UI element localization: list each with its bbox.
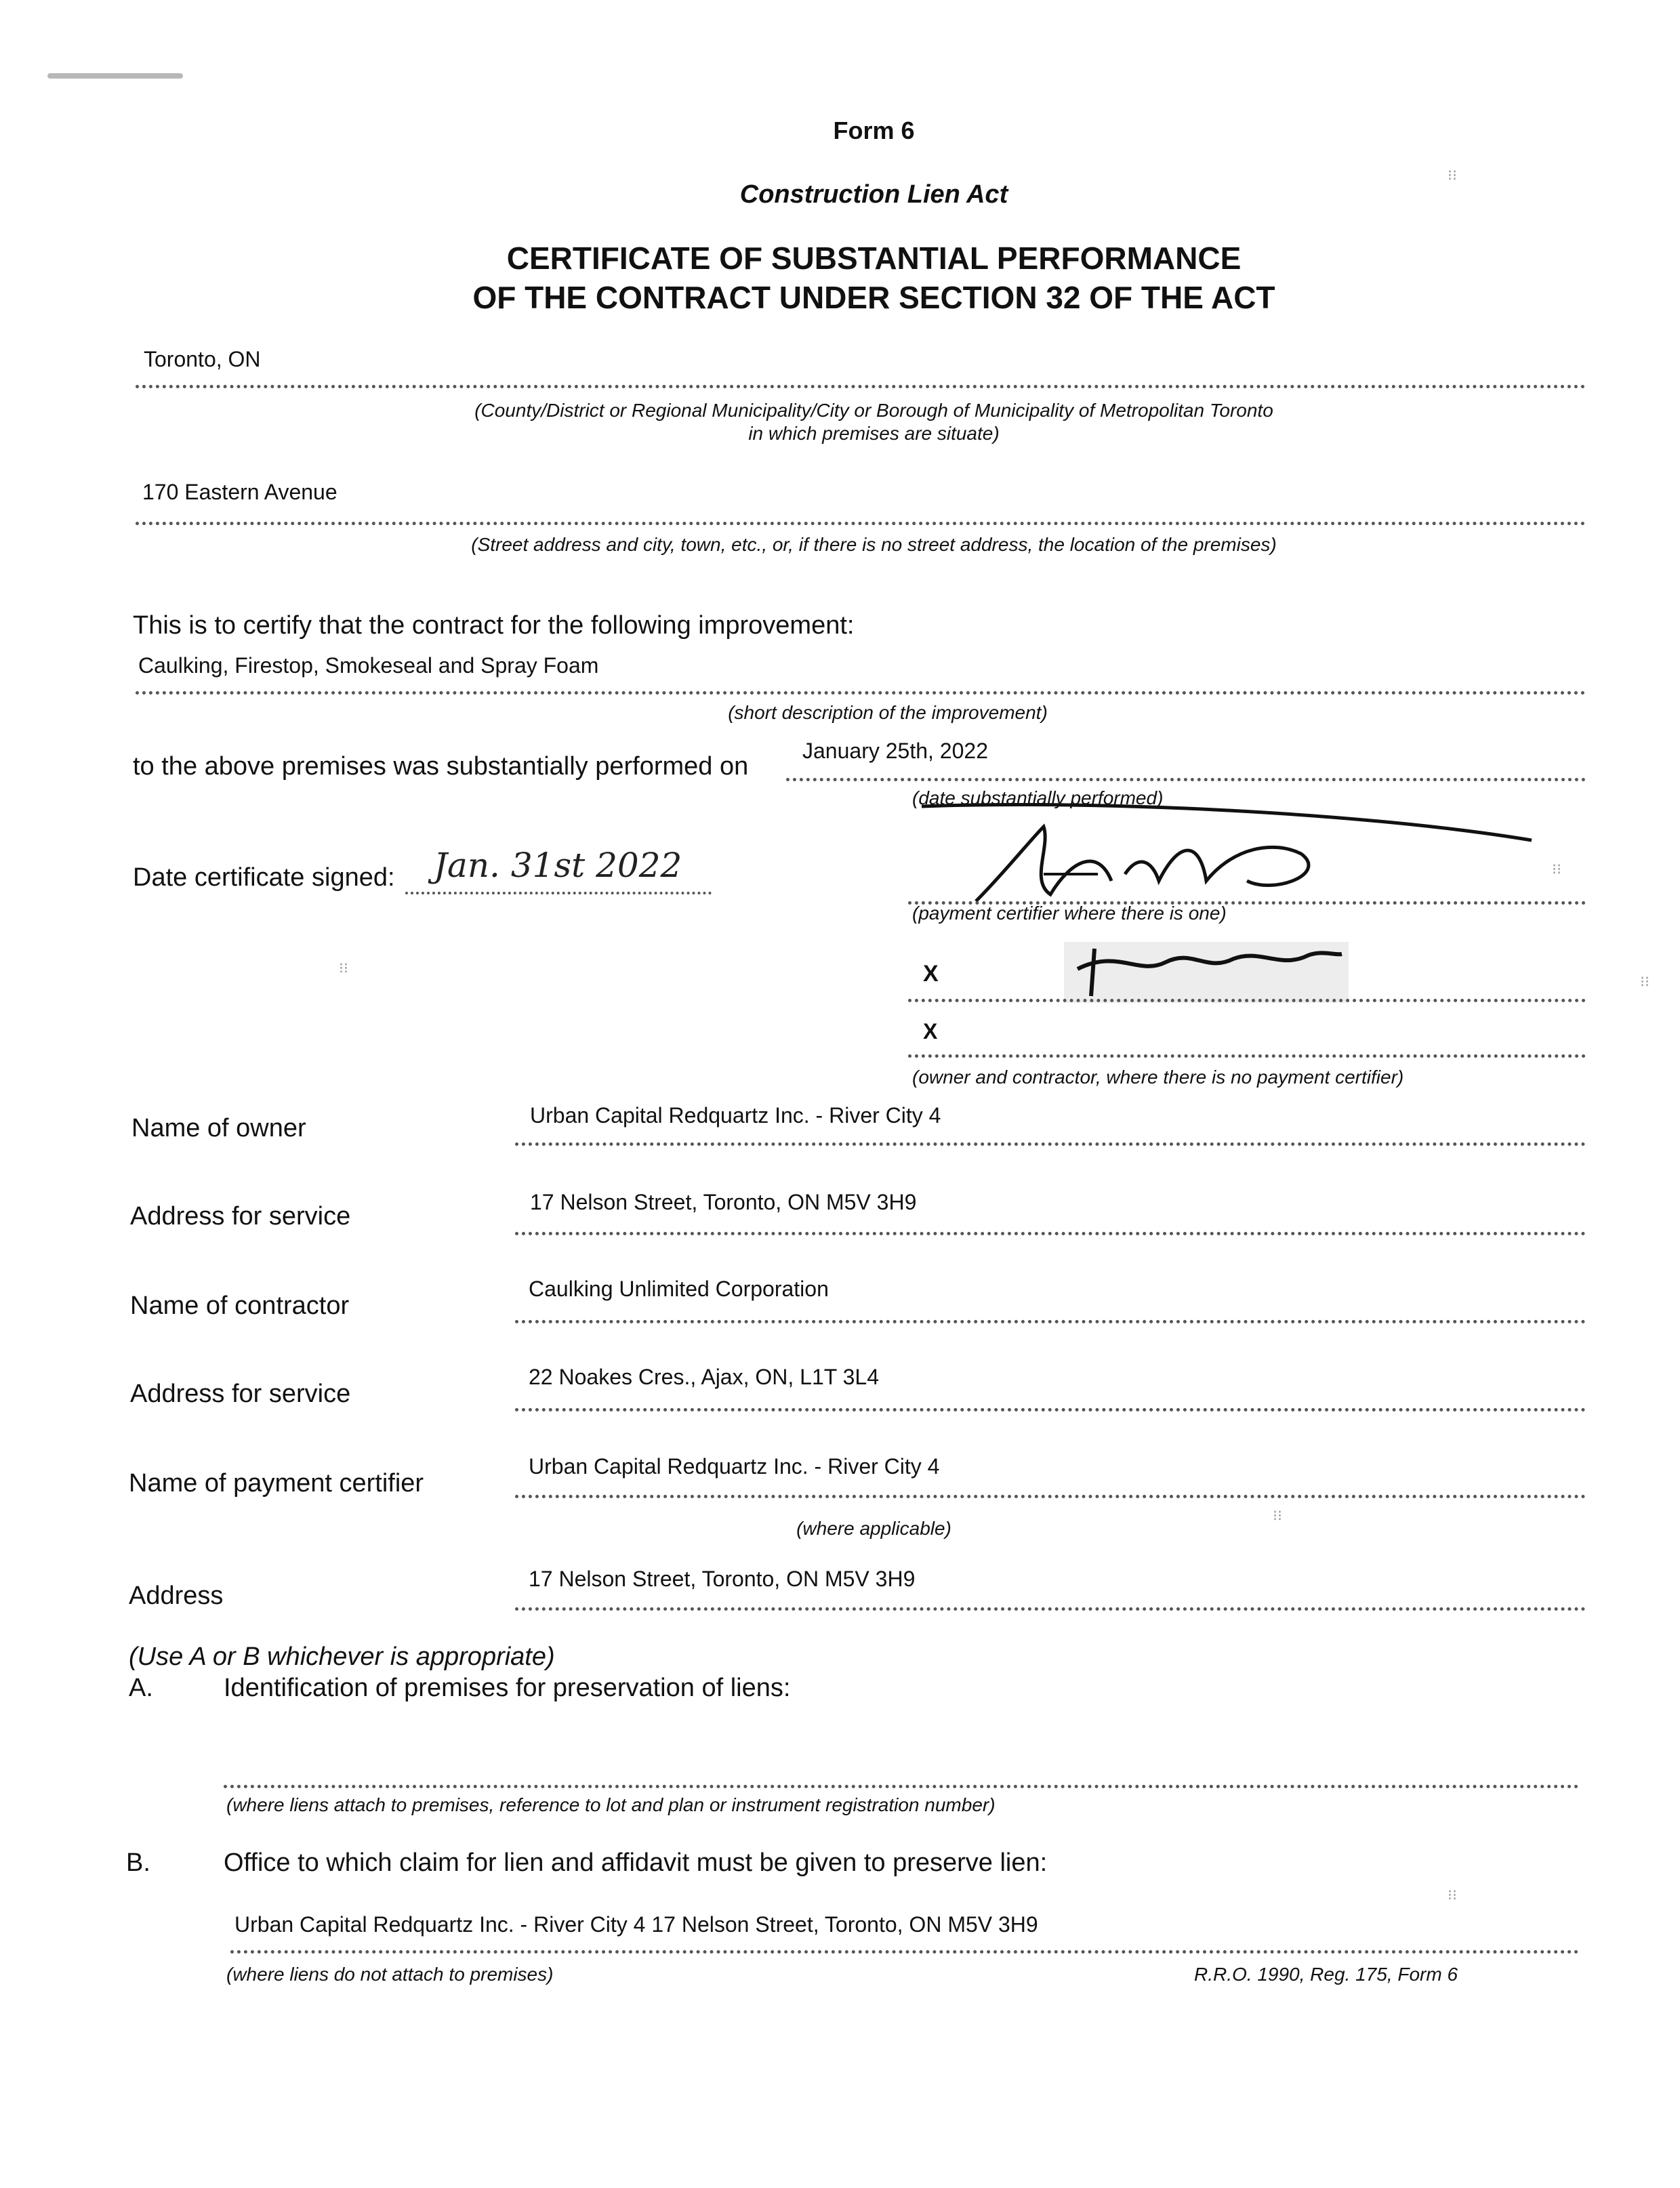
- date-signed-label: Date certificate signed:: [133, 863, 395, 892]
- payment-certifier-caption: (payment certifier where there is one): [912, 903, 1227, 924]
- municipality-caption-2: in which premises are situate): [748, 423, 1000, 444]
- owner-signature: [1064, 942, 1349, 1003]
- option-b-value: Urban Capital Redquartz Inc. - River City 4 17 Nelson Street, Toronto, ON M5V 3H9: [234, 1912, 1038, 1937]
- improvement-value: Caulking, Firestop, Smokeseal and Spray Foam: [138, 653, 599, 678]
- municipality-line: [136, 385, 1586, 388]
- contractor-signature-line: [908, 1054, 1586, 1058]
- signature-x-2: X: [923, 1019, 938, 1044]
- municipality-value: Toronto, ON: [144, 347, 261, 371]
- scan-mark: [47, 73, 183, 79]
- payment-certifier-address-line: [515, 1607, 1586, 1611]
- contractor-name-line: [515, 1320, 1586, 1323]
- scan-speck: ⁝⁝: [339, 959, 348, 976]
- payment-certifier-address-value: 17 Nelson Street, Toronto, ON M5V 3H9: [529, 1567, 916, 1591]
- option-b-caption: (where liens do not attach to premises): [226, 1964, 554, 1985]
- owner-address-value: 17 Nelson Street, Toronto, ON M5V 3H9: [530, 1190, 917, 1214]
- signature-x-1: X: [923, 961, 939, 987]
- date-signed-handwritten: Jan. 31st 2022: [434, 846, 682, 885]
- option-a-letter: A.: [129, 1674, 153, 1702]
- owner-signature-line: [908, 999, 1586, 1002]
- owner-address-label: Address for service: [130, 1202, 351, 1231]
- scan-speck: ⁝⁝: [1448, 1886, 1457, 1903]
- municipality-caption-1: (County/District or Regional Municipality/City or Borough of Municipality of Metropolitan Toronto: [474, 400, 1273, 421]
- owner-address-line: [515, 1232, 1586, 1235]
- option-b-letter: B.: [126, 1849, 150, 1877]
- payment-certifier-signature: [895, 800, 1572, 908]
- payment-certifier-name-line: [515, 1495, 1586, 1498]
- owner-name-line: [515, 1142, 1586, 1146]
- owner-contractor-caption: (owner and contractor, where there is no payment certifier): [912, 1067, 1404, 1088]
- owner-name-value: Urban Capital Redquartz Inc. - River City 4: [530, 1103, 941, 1128]
- scan-speck: ⁝⁝: [1273, 1507, 1282, 1524]
- option-a-caption: (where liens attach to premises, reference to lot and plan or instrument registration number): [226, 1794, 996, 1815]
- page-title-line2: OF THE CONTRACT UNDER SECTION 32 OF THE ACT: [472, 280, 1275, 315]
- act-name: Construction Lien Act: [739, 180, 1008, 209]
- option-b-line: [230, 1950, 1579, 1954]
- premises-caption: (Street address and city, town, etc., or, if there is no street address, the location of the premises): [471, 534, 1277, 555]
- page-title-line1: CERTIFICATE OF SUBSTANTIAL PERFORMANCE: [506, 241, 1242, 276]
- scan-speck: ⁝⁝: [1640, 973, 1650, 990]
- performed-caption: (date substantially performed): [912, 787, 1164, 808]
- option-a-line: [224, 1785, 1579, 1788]
- premises-line: [136, 522, 1586, 525]
- performed-text: to the above premises was substantially performed on: [133, 752, 749, 781]
- option-b-text: Office to which claim for lien and affidavit must be given to preserve lien:: [224, 1849, 1048, 1877]
- performed-line: [786, 778, 1586, 781]
- scan-speck: ⁝⁝: [1448, 167, 1457, 184]
- regulation-reference: R.R.O. 1990, Reg. 175, Form 6: [1194, 1964, 1458, 1985]
- option-a-text: Identification of premises for preservation of liens:: [224, 1674, 791, 1702]
- certify-intro: This is to certify that the contract for the following improvement:: [133, 611, 855, 640]
- contractor-address-line: [515, 1408, 1586, 1411]
- contractor-address-value: 22 Noakes Cres., Ajax, ON, L1T 3L4: [529, 1365, 879, 1389]
- contractor-address-label: Address for service: [130, 1380, 351, 1408]
- improvement-line: [136, 691, 1586, 695]
- form-number: Form 6: [833, 117, 915, 144]
- date-signed-line: [405, 892, 712, 894]
- payment-certifier-name-label: Name of payment certifier: [129, 1469, 424, 1498]
- improvement-caption: (short description of the improvement): [728, 702, 1048, 723]
- contractor-name-label: Name of contractor: [130, 1292, 350, 1320]
- payment-certifier-address-label: Address: [129, 1582, 224, 1610]
- premises-value: 170 Eastern Avenue: [142, 480, 337, 504]
- performed-date: January 25th, 2022: [802, 739, 988, 763]
- owner-name-label: Name of owner: [131, 1114, 306, 1142]
- where-applicable-caption: (where applicable): [796, 1518, 951, 1539]
- payment-certifier-name-value: Urban Capital Redquartz Inc. - River City 4: [529, 1454, 940, 1479]
- contractor-name-value: Caulking Unlimited Corporation: [529, 1277, 829, 1301]
- scan-speck: ⁝⁝: [1552, 861, 1561, 878]
- options-instruction: (Use A or B whichever is appropriate): [129, 1643, 555, 1671]
